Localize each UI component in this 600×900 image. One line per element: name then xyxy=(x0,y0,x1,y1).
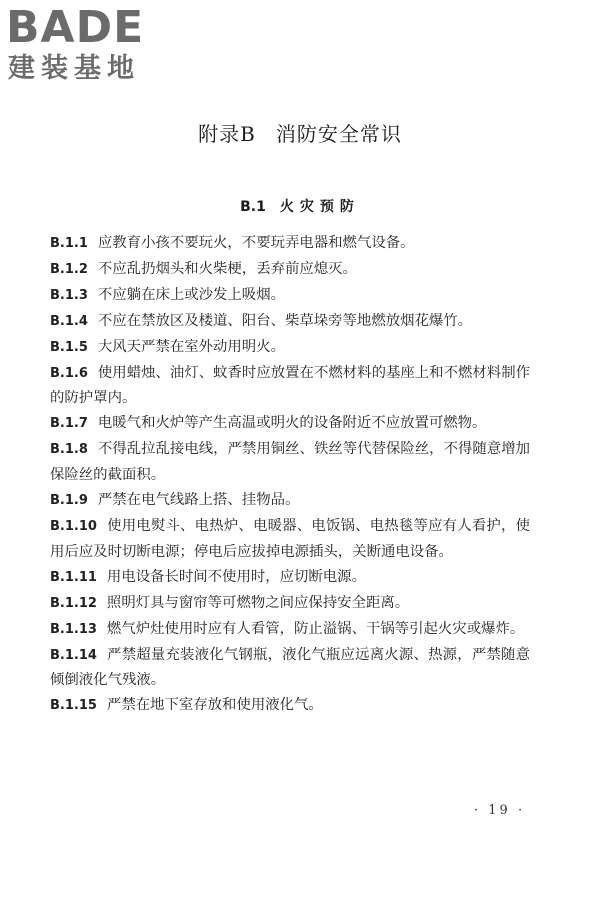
clause-text: 应教育小孩不要玩火，不要玩弄电器和燃气设备。 xyxy=(97,235,415,251)
clause-number: B.1.12 xyxy=(50,595,97,611)
clause-item xyxy=(50,231,530,257)
clause-item xyxy=(50,693,530,719)
clause-number: B.1.15 xyxy=(50,698,97,714)
clause-number: B.1.8 xyxy=(50,442,88,458)
clause-text: 燃气炉灶使用时应有人看管，防止溢锅、干锅等引起火灾或爆炸。 xyxy=(106,620,525,637)
clause-number: B.1.3 xyxy=(50,287,88,303)
appendix-title-text: 消防安全常识 xyxy=(275,122,402,146)
clause-number: B.1.10 xyxy=(50,518,97,534)
clause-list xyxy=(50,231,530,719)
section-number: B.1 xyxy=(240,199,266,215)
clause-number: B.1.1 xyxy=(50,236,88,251)
clause-item xyxy=(50,617,530,643)
logo xyxy=(6,4,176,88)
clause-number: B.1.6 xyxy=(50,365,88,381)
clause-item xyxy=(50,309,530,335)
clause-item xyxy=(50,565,530,591)
clause-number: B.1.2 xyxy=(50,261,88,277)
clause-item xyxy=(50,411,530,437)
clause-text: 不应乱扔烟头和火柴梗，丢弃前应熄灭。 xyxy=(97,260,357,277)
clause-text: 不得乱拉乱接电线，严禁用铜丝、铁丝等代替保险丝，不得随意增加保险丝的截面积。 xyxy=(50,441,530,484)
logo-tagline: 建装基地 xyxy=(8,53,140,84)
clause-item xyxy=(50,361,530,412)
clause-text: 不应躺在床上或沙发上吸烟。 xyxy=(97,286,285,303)
clause-item xyxy=(50,257,530,283)
clause-item xyxy=(50,335,530,361)
logo-wordmark: BADE xyxy=(6,2,145,53)
clause-text: 使用蜡烛、油灯、蚊香时应放置在不燃材料的基座上和不燃材料制作的防护罩内。 xyxy=(50,364,530,407)
clause-number: B.1.14 xyxy=(50,647,97,663)
clause-item xyxy=(50,437,530,488)
section-title: 火灾预防 xyxy=(279,199,360,215)
clause-text: 大风天严禁在室外动用明火。 xyxy=(97,338,285,355)
appendix-label: 附录B xyxy=(198,122,256,146)
clause-item xyxy=(50,514,530,565)
clause-number: B.1.4 xyxy=(50,313,88,329)
clause-text: 严禁在地下室存放和使用液化气。 xyxy=(106,697,323,714)
clause-number: B.1.5 xyxy=(50,339,88,355)
clause-item xyxy=(50,591,530,617)
clause-text: 不应在禁放区及楼道、阳台、柴草垛旁等地燃放烟花爆竹。 xyxy=(97,312,473,329)
page-number: · 19 · xyxy=(474,803,526,818)
clause-number: B.1.9 xyxy=(50,493,88,509)
clause-number: B.1.7 xyxy=(50,416,88,432)
clause-number: B.1.13 xyxy=(50,621,97,637)
clause-number: B.1.11 xyxy=(50,569,97,585)
clause-text: 使用电熨斗、电热炉、电暖器、电饭锅、电热毯等应有人看护，使用后应及时切断电源；停电后应拔掉电源插头，关断通电设备。 xyxy=(50,517,530,560)
clause-text: 严禁在电气线路上搭、挂物品。 xyxy=(97,492,300,509)
section-heading xyxy=(0,196,600,216)
clause-text: 严禁超量充装液化气钢瓶，液化气瓶应远离火源、热源，严禁随意倾倒液化气残液。 xyxy=(50,646,530,689)
clause-item xyxy=(50,283,530,309)
clause-text: 用电设备长时间不使用时，应切断电源。 xyxy=(106,568,366,585)
appendix-title xyxy=(0,118,600,147)
clause-text: 照明灯具与窗帘等可燃物之间应保持安全距离。 xyxy=(106,594,410,611)
clause-item xyxy=(50,488,530,514)
clause-item xyxy=(50,643,530,694)
clause-text: 电暖气和火炉等产生高温或明火的设备附近不应放置可燃物。 xyxy=(97,415,487,432)
